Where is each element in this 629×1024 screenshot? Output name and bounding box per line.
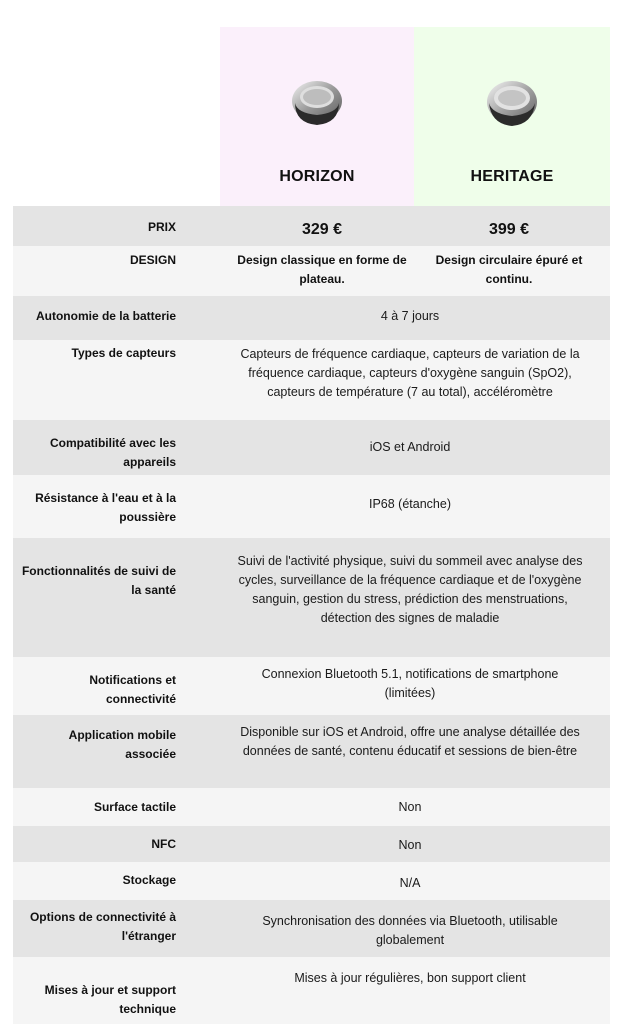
price-heritage: 399 € — [488, 221, 530, 238]
value-water: IP68 (étanche) — [369, 497, 451, 511]
label-nfc: NFC — [151, 837, 176, 851]
row-water — [13, 475, 610, 538]
design-heritage: Design circulaire épuré et continu. — [435, 253, 583, 286]
row-prix — [13, 206, 610, 246]
product-header-heritage — [414, 27, 610, 206]
row-abroad — [13, 900, 610, 957]
row-sensors — [13, 340, 610, 420]
product-name-horizon: HORIZON — [279, 168, 355, 185]
value-touch: Non — [398, 800, 422, 814]
label-design: DESIGN — [129, 253, 176, 267]
value-sensors: Capteurs de fréquence cardiaque, capteurs de variation de la fréquence cardiaque, capteurs d'oxygène sanguin (SpO2), capteurs de température (7 au total), accéléromètre — [240, 347, 580, 399]
row-notif — [13, 657, 610, 715]
ring-image-horizon — [289, 75, 345, 133]
value-health: Suivi de l'activité physique, suivi du sommeil avec analyse des cycles, surveillance de la fréquence cardiaque et de l'oxygène sanguin, gestion du stress, prédiction des menstruations, détection des signes de maladie — [237, 554, 583, 625]
row-app — [13, 715, 610, 788]
value-nfc: Non — [398, 838, 422, 852]
row-battery — [13, 296, 610, 340]
row-compat — [13, 420, 610, 475]
row-storage — [13, 862, 610, 900]
label-sensors: Types de capteurs — [71, 346, 176, 360]
label-compat: Compatibilité avec les appareils — [49, 436, 176, 469]
ring-image-heritage — [484, 75, 540, 133]
value-battery: 4 à 7 jours — [380, 309, 440, 323]
row-nfc — [13, 826, 610, 862]
label-abroad: Options de connectivité à l'étranger — [29, 910, 176, 943]
value-compat: iOS et Android — [369, 440, 451, 454]
label-storage: Stockage — [122, 873, 176, 887]
product-header-horizon — [220, 27, 414, 206]
price-horizon: 329 € — [301, 221, 343, 238]
row-health — [13, 538, 610, 657]
label-notif: Notifications et connectivité — [89, 673, 176, 706]
value-storage: N/A — [399, 876, 421, 890]
label-updates: Mises à jour et support technique — [44, 983, 176, 1016]
row-design — [13, 246, 610, 296]
design-horizon: Design classique en forme de plateau. — [237, 253, 407, 286]
label-prix: PRIX — [147, 220, 176, 234]
value-notif: Connexion Bluetooth 5.1, notifications de smartphone (limitées) — [261, 667, 559, 700]
row-touch — [13, 788, 610, 826]
value-updates: Mises à jour régulières, bon support client — [294, 971, 526, 985]
label-battery: Autonomie de la batterie — [35, 309, 176, 323]
value-abroad: Synchronisation des données via Bluetooth, utilisable globalement — [262, 914, 558, 947]
label-health: Fonctionnalités de suivi de la santé — [21, 564, 176, 597]
label-touch: Surface tactile — [93, 800, 176, 814]
label-app: Application mobile associée — [68, 728, 176, 761]
label-water: Résistance à l'eau et à la poussière — [35, 491, 176, 524]
row-updates — [13, 957, 610, 1024]
product-name-heritage: HERITAGE — [470, 168, 554, 185]
value-app: Disponible sur iOS et Android, offre une analyse détaillée des données de santé, contenu éducatif et sessions de bien-être — [240, 725, 580, 758]
